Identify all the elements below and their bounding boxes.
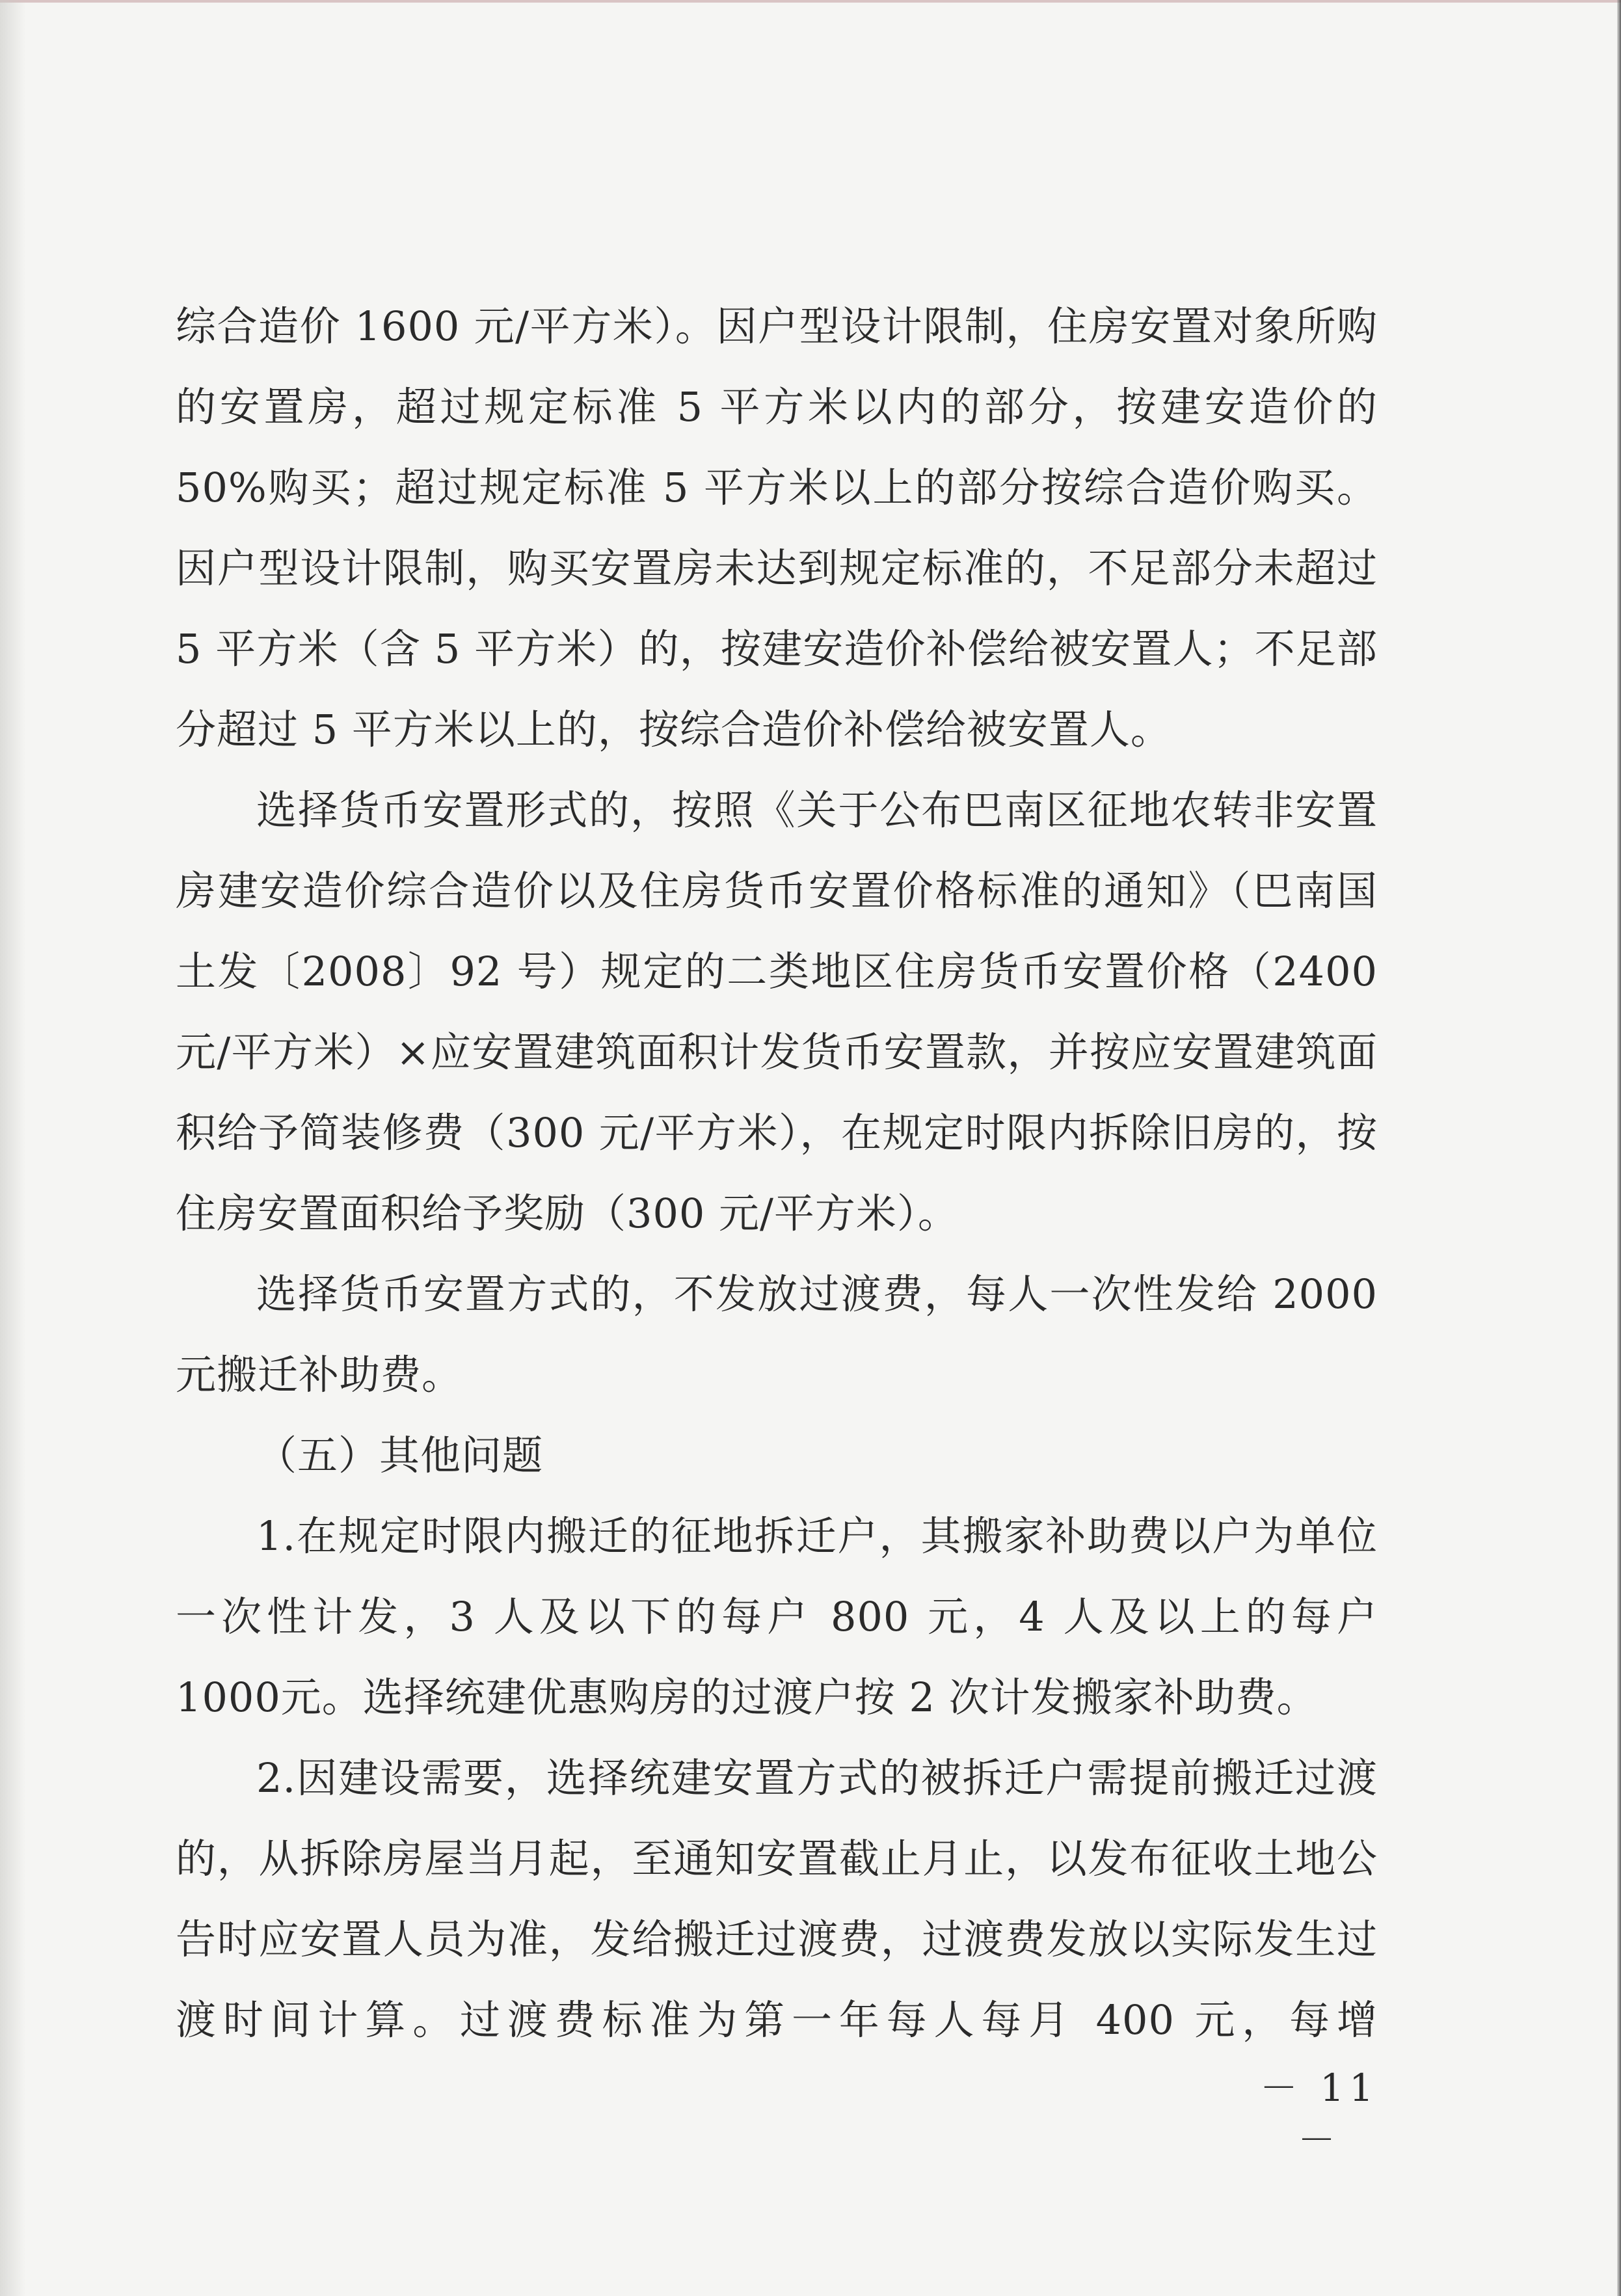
- paragraph-transition-fee: 2.因建设需要，选择统建安置方式的被拆迁户需提前搬迁过渡的，从拆除房屋当月起，至通知安置截止月止，以发布征收土地公告时应安置人员为准，发给搬迁过渡费，过渡费发放以实际发生过渡时间计算。过渡费标准为第一年每人每月 400 元，每增: [176, 1754, 1378, 2044]
- paragraph-monetary-resettlement: 选择货币安置形式的，按照《关于公布巴南区征地农转非安置房建安造价综合造价以及住房货币安置价格标准的通知》（巴南国土发〔2008〕92 号）规定的二类地区住房货币安置价格（2400元/平方米）×应安置建筑面积计发货币安置款，并按应安置建筑面积给予简装修费（300 元/平方米），在规定时限内拆除旧房的，按住房安置面积给予奖励（300 元/平方米）。: [176, 786, 1378, 1237]
- body-text: [176, 286, 1378, 2061]
- scan-right-edge: [1617, 0, 1621, 2296]
- scan-left-shadow: [0, 0, 26, 2296]
- section-heading-other-issues: （五）其他问题: [256, 1432, 544, 1479]
- page-number: － 11 －: [1259, 2066, 1379, 2162]
- scan-top-edge: [0, 0, 1621, 3]
- paragraph-moving-subsidy: 1.在规定时限内搬迁的征地拆迁户，其搬家补助费以户为单位一次性计发，3 人及以下的每户 800 元，4 人及以上的每户 1000元。选择统建优惠购房的过渡户按 2 次计发搬家补助费。: [176, 1512, 1378, 1721]
- paragraph-compensation-standard: 综合造价 1600 元/平方米）。因户型设计限制，住房安置对象所购的安置房，超过规定标准 5 平方米以内的部分，按建安造价的50%购买；超过规定标准 5 平方米以上的部分按综合造价购买。因户型设计限制，购买安置房未达到规定标准的，不足部分未超过 5 平方米（含 5 平方米）的，按建安造价补偿给被安置人；不足部分超过 5 平方米以上的，按综合造价补偿给被安置人。: [176, 302, 1378, 753]
- paragraph-relocation-subsidy: 选择货币安置方式的，不发放过渡费，每人一次性发给 2000元搬迁补助费。: [176, 1270, 1378, 1398]
